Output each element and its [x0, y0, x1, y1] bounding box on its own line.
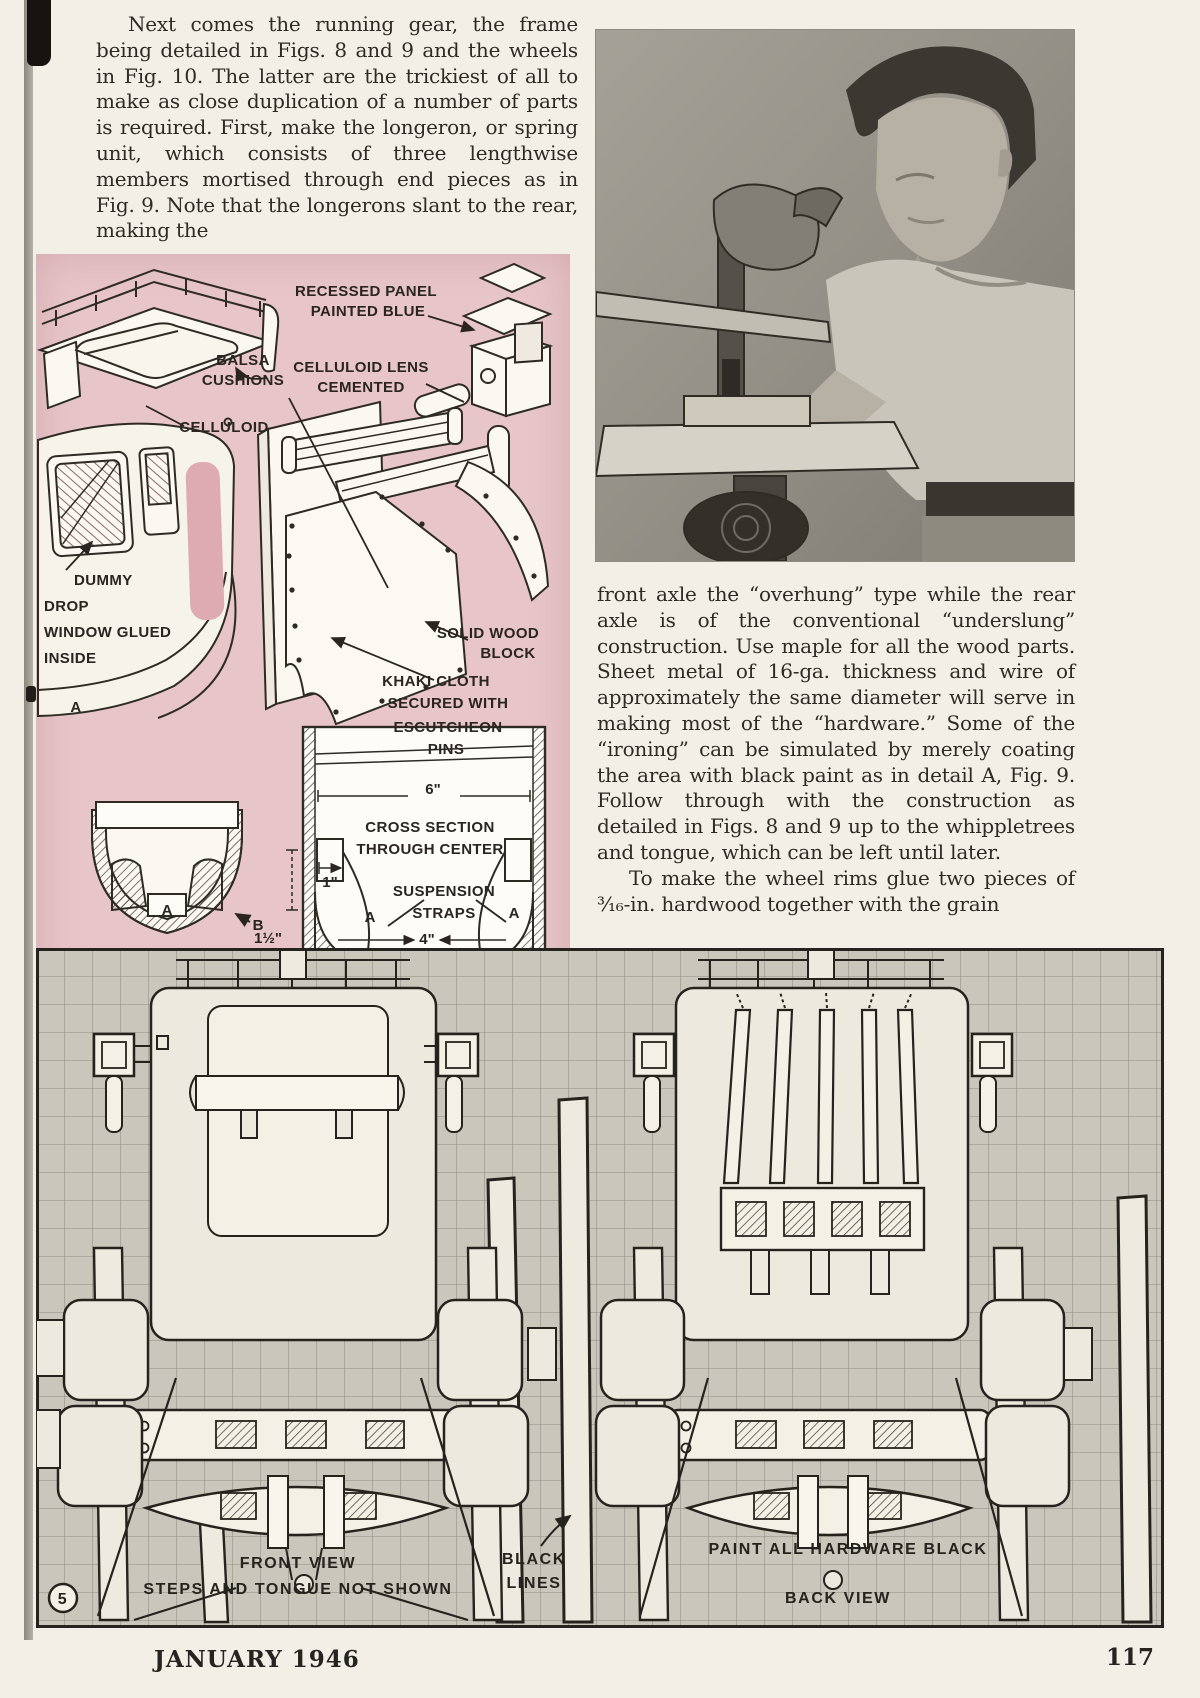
label-front-view: FRONT VIEW — [239, 1555, 357, 1572]
figure-number: 5 — [57, 1591, 69, 1608]
label-dummy-window: WINDOW GLUED — [44, 624, 172, 641]
label-recessed-panel: RECESSED PANEL — [294, 283, 438, 300]
label-suspension-straps: SUSPENSION — [392, 883, 496, 900]
article-column-1 — [96, 12, 578, 242]
dim-1-5in: 1½" — [254, 930, 282, 947]
label-recessed-panel: PAINTED BLUE — [310, 303, 426, 320]
label-dummy-window: INSIDE — [44, 650, 97, 667]
label-dummy-window: DUMMY — [74, 572, 133, 589]
page-number: 117 — [1106, 1644, 1155, 1671]
label-solid-wood: SOLID WOOD — [436, 625, 540, 642]
label-back-view: BACK VIEW — [785, 1590, 891, 1607]
label-cross-section: THROUGH CENTER — [356, 841, 504, 858]
label-khaki-cloth: ESCUTCHEON — [393, 719, 503, 736]
dim-4in: 4" — [419, 931, 435, 948]
label-a-right: A — [508, 905, 520, 922]
label-paint-hardware: PAINT ALL HARDWARE BLACK — [708, 1541, 988, 1558]
label-suspension-straps: STRAPS — [412, 905, 476, 922]
label-detail-a: A — [70, 699, 82, 716]
issue-date: JANUARY 1946 — [154, 1646, 360, 1673]
label-steps-tongue: STEPS AND TONGUE NOT SHOWN — [143, 1581, 453, 1598]
label-balsa-cushions: CUSHIONS — [201, 372, 285, 389]
label-khaki-cloth: KHAKI CLOTH — [382, 673, 490, 690]
paragraph: To make the wheel rims glue two pieces of ³⁄₁₆-in. hardwood together with the grain — [597, 865, 1075, 916]
scan-artifact — [27, 0, 51, 66]
chassis-plan-figure — [36, 948, 1164, 1628]
paragraph: Next comes the running gear, the frame being detailed in Figs. 8 and 9 and the wheels in Fig. 10. The latter are the trickiest of all to make as close duplication of a number of parts is required. First, make the longeron, or spring unit, which consists of three lengthwise members mortised through end pieces as in Fig. 9. Note that the longerons slant to the rear, making the — [96, 12, 578, 243]
label-celluloid-lens: CEMENTED — [317, 379, 405, 396]
label-celluloid-lens: CELLULOID LENS — [293, 359, 429, 376]
label-cross-section: CROSS SECTION — [365, 819, 495, 836]
page-gutter-shadow — [24, 0, 33, 1640]
label-seat-a: A — [161, 902, 173, 919]
construction-detail-figure — [36, 254, 570, 1002]
label-khaki-cloth: PINS — [427, 741, 465, 758]
scan-artifact — [26, 686, 36, 702]
paragraph: front axle the “overhung” type while the rear axle is of the conventional “underslung” construction. Use maple for all the wood parts. Sheet metal of 16-ga. thickness and wire of approximately the same diameter will serve in making most of the “hardware.” Some of the “ironing” can be simulated by merely coating the area with black paint as in detail A, Fig. 9. Follow through with the construction as detailed in Figs. 8 and 9 up to the whippletrees and tongue, which can be left until later. — [597, 582, 1075, 864]
label-balsa-cushions: BALSA — [216, 352, 270, 369]
label-seat-b: B — [252, 917, 264, 934]
label-khaki-cloth: SECURED WITH — [387, 695, 509, 712]
label-celluloid: CELLULOID — [179, 419, 269, 436]
article-column-2 — [597, 582, 1075, 922]
front-view-drawing — [36, 950, 556, 1620]
dim-1in: 1" — [322, 874, 338, 891]
label-black-lines: LINES — [506, 1575, 562, 1592]
label-a-left: A — [364, 909, 376, 926]
workshop-photo — [596, 30, 1074, 561]
dim-6in: 6" — [425, 781, 441, 798]
label-dummy-window: DROP — [44, 598, 89, 615]
label-black-lines: BLACK — [502, 1551, 566, 1568]
label-solid-wood: BLOCK — [480, 645, 536, 662]
